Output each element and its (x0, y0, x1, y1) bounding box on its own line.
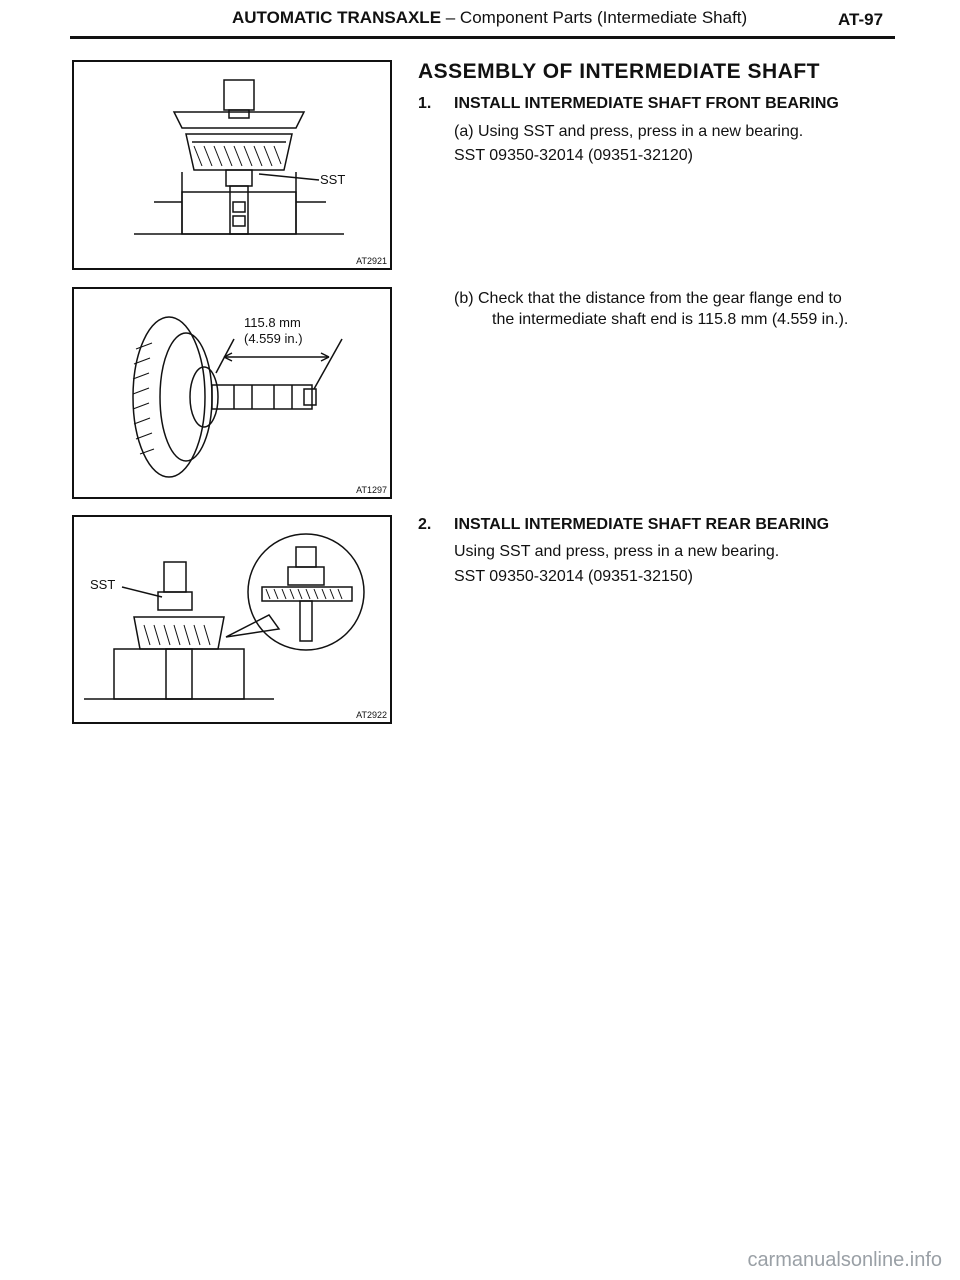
step-2-sst: SST 09350-32014 (09351-32150) (454, 568, 693, 585)
figure-code: AT2922 (356, 710, 387, 720)
figure-code: AT1297 (356, 485, 387, 495)
header-title-bold: AUTOMATIC TRANSAXLE (232, 8, 442, 27)
press-illustration-1 (74, 62, 390, 268)
press-illustration-2 (74, 517, 390, 722)
watermark: carmanualsonline.info (747, 1249, 942, 1271)
shaft-measurement-illustration (74, 289, 390, 497)
sst-label: SST (90, 577, 116, 592)
dimension-in-label: (4.559 in.) (244, 331, 303, 346)
page-number: AT-97 (838, 10, 884, 29)
figure-code: AT2921 (356, 256, 387, 266)
step-1a-text: (a) Using SST and press, press in a new bearing. (454, 123, 804, 140)
header-title (232, 8, 747, 28)
figure-front-bearing-press (72, 60, 392, 270)
sst-label: SST (320, 172, 346, 187)
step-title: INSTALL INTERMEDIATE SHAFT REAR BEARING (454, 516, 830, 533)
step-number: 2. (418, 516, 432, 533)
page-header (0, 0, 960, 40)
figure-shaft-measurement (72, 287, 392, 499)
header-rule (70, 36, 895, 39)
step-1b-line1: (b) Check that the distance from the gear flange end to (454, 290, 842, 307)
header-title-rest: – Component Parts (Intermediate Shaft) (441, 8, 748, 27)
step-title: INSTALL INTERMEDIATE SHAFT FRONT BEARING (454, 95, 839, 112)
step-number: 1. (418, 95, 432, 112)
dimension-mm-label: 115.8 mm (244, 315, 301, 330)
step-1b-line2: the intermediate shaft end is 115.8 mm (4.559 in.). (492, 311, 849, 328)
section-title: ASSEMBLY OF INTERMEDIATE SHAFT (418, 60, 820, 83)
step-1a-sst: SST 09350-32014 (09351-32120) (454, 147, 693, 164)
step-2-text: Using SST and press, press in a new bearing. (454, 543, 780, 560)
figure-rear-bearing-press (72, 515, 392, 724)
